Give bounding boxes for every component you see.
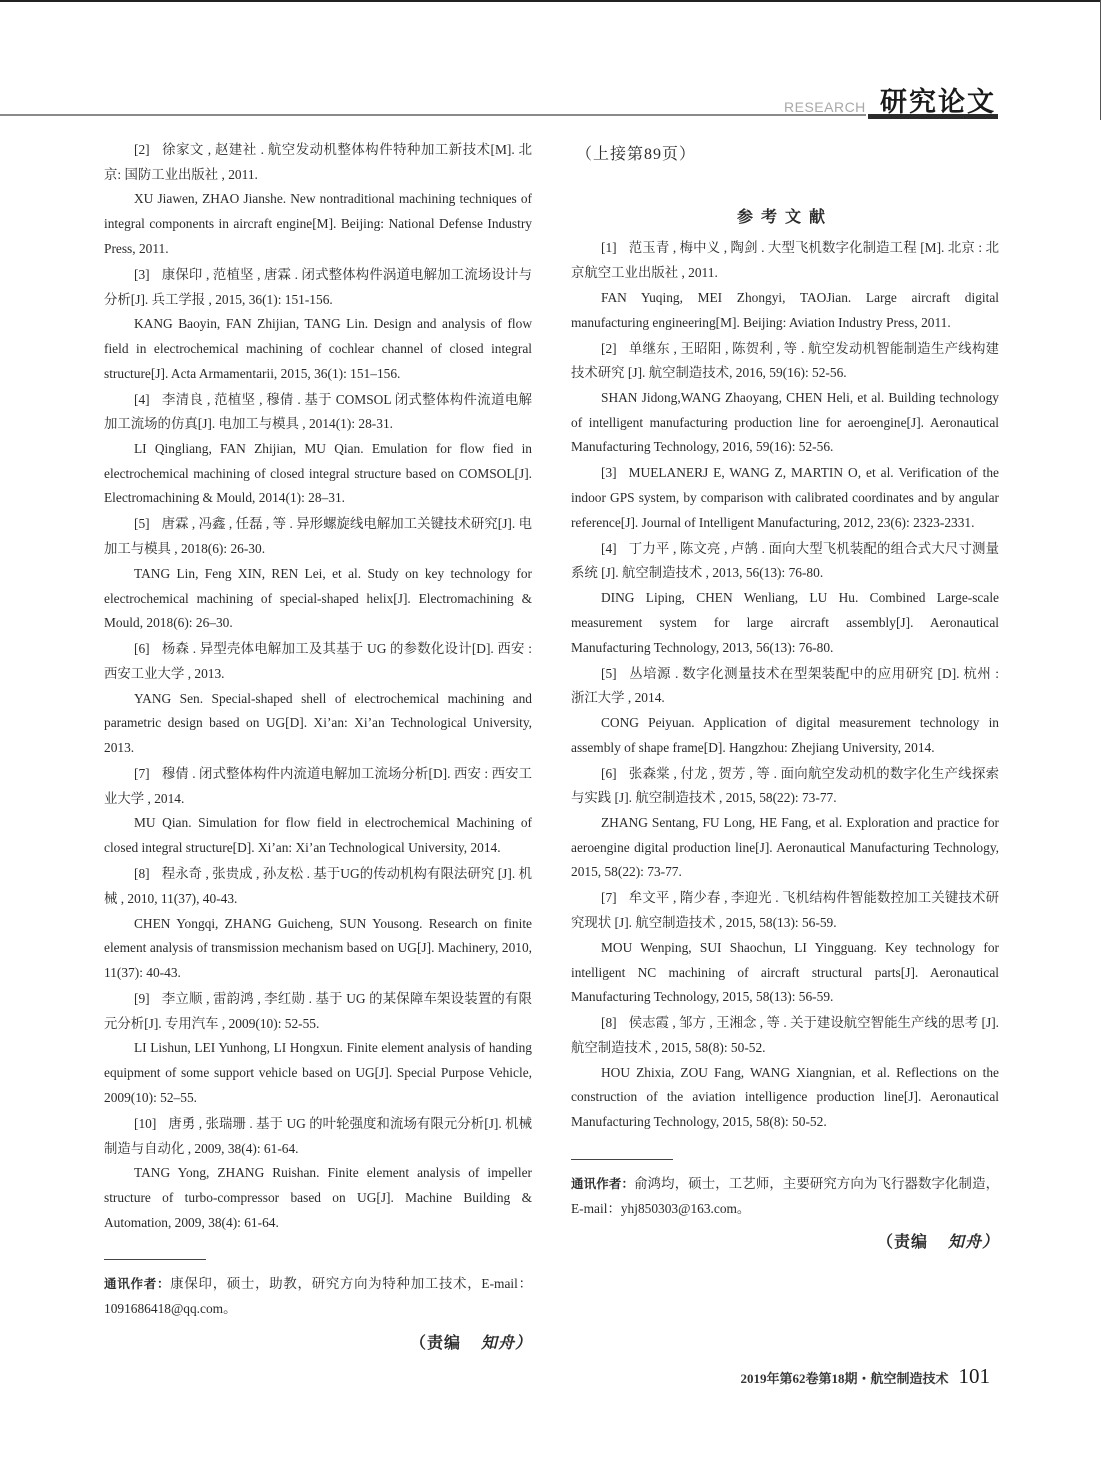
reference-text-cn: 丁力平 , 陈文亮 , 卢鹄 . 面向大型飞机装配的组合式大尺寸测量系统 [J]. 航空制造技术 , 2013, 56(13): 76-80. [571, 540, 999, 581]
corresponding-author-text: 俞鸿均，硕士，工艺师，主要研究方向为飞行器数字化制造，E-mail：yhj850303@163.com。 [571, 1175, 999, 1216]
reference-item [104, 637, 532, 761]
reference-chinese [571, 337, 999, 386]
reference-item [571, 762, 999, 886]
reference-english [104, 437, 532, 511]
right-column [571, 138, 999, 1256]
research-label: RESEARCH [784, 99, 866, 115]
reference-text-cn: 杨森 . 异型壳体电解加工及其基于 UG 的参数化设计[D]. 西安 : 西安工业大学 , 2013. [104, 641, 532, 681]
reference-number: [7] [134, 766, 150, 782]
section-title: 研究论文 [880, 87, 996, 118]
reference-english [571, 711, 999, 760]
reference-english [104, 187, 532, 261]
reference-number: [4] [601, 540, 617, 556]
reference-english [571, 386, 999, 460]
reference-item [104, 263, 532, 387]
reference-chinese [571, 886, 999, 935]
reference-chinese [104, 263, 532, 312]
reference-item [104, 987, 532, 1111]
reference-text-en: ZHANG Sentang, FU Long, HE Fang, et al. Exploration and practice for aeroengine digital production line[J]. Aeronautical Manufacturing Technology, 2015, 58(22): 73-77. [571, 815, 999, 880]
reference-text-en: HOU Zhixia, ZOU Fang, WANG Xiangnian, et al. Reflections on the construction of the aviation intelligence production line[J]. Aeronautical Manufacturing Technology, 2015, 58(8): 50-52. [571, 1064, 999, 1130]
reference-number: [9] [134, 990, 150, 1006]
reference-item [571, 662, 999, 761]
reference-chinese [104, 138, 532, 187]
corresponding-author-note [104, 1272, 532, 1321]
reference-english [571, 811, 999, 885]
editor-name: 知舟） [947, 1234, 999, 1252]
reference-english [104, 1161, 532, 1235]
reference-text-en: FAN Yuqing, MEI Zhongyi, TAOJian. Large aircraft digital manufacturing engineering[M]. Beijing: Aviation Industry Press, 2011. [571, 289, 999, 330]
reference-number: [8] [134, 866, 150, 882]
editor-label: （责编 [876, 1234, 928, 1252]
reference-number: [5] [601, 665, 617, 681]
editor-name: 知舟） [480, 1334, 532, 1352]
reference-number: [3] [134, 266, 150, 282]
reference-text-cn: 唐勇 , 张瑞珊 . 基于 UG 的叶轮强度和流场有限元分析[J]. 机械制造与自动化 , 2009, 38(4): 61-64. [104, 1115, 532, 1156]
reference-text-cn: 张森棠 , 付龙 , 贺芳 , 等 . 面向航空发动机的数字化生产线探索与实践 [J]. 航空制造技术 , 2015, 58(22): 73-77. [571, 765, 999, 806]
reference-text-en: DING Liping, CHEN Wenliang, LU Hu. Combined Large-scale measurement system for large aircraft assembly[J]. Aeronautical Manufacturing Technology, 2013, 56(13): 76-80. [571, 590, 999, 655]
footnote-divider [571, 1159, 673, 1160]
corresponding-author-note [571, 1172, 999, 1221]
editor-credit [104, 1332, 532, 1357]
reference-number: [1] [601, 240, 617, 256]
reference-text-cn: 单继东 , 王昭阳 , 陈贺利 , 等 . 航空发动机智能制造生产线构建技术研究 [J]. 航空制造技术, 2016, 59(16): 52-56. [571, 340, 999, 381]
reference-text-cn: 李立顺 , 雷韵鸿 , 李红勋 . 基于 UG 的某保障车架设装置的有限元分析[J]. 专用汽车 , 2009(10): 52-55. [104, 990, 532, 1031]
reference-item [104, 762, 532, 861]
reference-chinese [571, 1011, 999, 1060]
reference-text-en: CONG Peiyuan. Application of digital measurement technology in assembly of shape frame[D]. Hangzhou: Zhejiang University, 2014. [571, 714, 999, 755]
reference-english [104, 811, 532, 860]
reference-number: [2] [134, 142, 150, 157]
reference-number: [5] [134, 516, 150, 532]
right-border [1100, 0, 1101, 120]
corresponding-author-text: 康保印，硕士，助教，研究方向为特种加工技术，E-mail：1091686418@qq.com。 [104, 1276, 532, 1317]
reference-text-en: MU Qian. Simulation for flow field in electrochemical Machining of closed integral structure[D]. Xi’an: Xi’an Technological University, 2014. [104, 815, 532, 856]
reference-number: [3] [601, 465, 617, 481]
reference-number: [10] [134, 1115, 157, 1131]
reference-chinese [571, 662, 999, 711]
continued-from-note: （上接第89页） [576, 146, 697, 163]
reference-text-cn: 徐家文 , 赵建社 . 航空发动机整体构件特种加工新技术[M]. 北京: 国防工业出版社 , 2011. [104, 142, 532, 182]
reference-text-en: TANG Yong, ZHANG Ruishan. Finite element analysis of impeller structure of turbo-compressor based on UG[J]. Machine Building & Automation, 2009, 38(4): 61-64. [104, 1165, 532, 1230]
reference-item [571, 886, 999, 1010]
reference-item [571, 337, 999, 461]
corresponding-author-label: 通讯作者： [571, 1175, 635, 1191]
reference-chinese [104, 862, 532, 911]
left-reference-list [104, 138, 532, 1235]
reference-text-cn: 牟文平 , 隋少春 , 李迎光 . 飞机结构件智能数控加工关键技术研究现状 [J]. 航空制造技术 , 2015, 58(13): 56-59. [571, 890, 999, 931]
reference-english [104, 687, 532, 761]
journal-issue: 2019年第62卷第18期・航空制造技术 [740, 1371, 949, 1386]
reference-item [571, 1011, 999, 1135]
reference-number: [8] [601, 1015, 617, 1031]
reference-text-cn: 李清良 , 范植坚 , 穆倩 . 基于 COMSOL 闭式整体构件流道电解加工流场的仿真[J]. 电加工与模具 , 2014(1): 28-31. [104, 391, 532, 432]
reference-item [571, 236, 999, 335]
reference-chinese [571, 537, 999, 586]
reference-item [571, 537, 999, 661]
page-footer [740, 1364, 990, 1389]
header-rule [0, 114, 866, 116]
reference-chinese [104, 637, 532, 686]
reference-text-en: MOU Wenping, SUI Shaochun, LI Yingguang. Key technology for intelligent NC machining of aircraft structural parts[J]. Aeronautical Manufacturing Technology, 2015, 58(13): 56-59. [571, 939, 999, 1005]
reference-item [104, 512, 532, 636]
right-reference-list [571, 236, 999, 1134]
reference-english [104, 912, 532, 986]
reference-text-cn: 丛培源 . 数字化测量技术在型架装配中的应用研究 [D]. 杭州 : 浙江大学 , 2014. [571, 665, 999, 706]
reference-number: [7] [601, 890, 617, 906]
editor-credit [571, 1231, 999, 1256]
reference-item [571, 461, 999, 535]
reference-english [571, 936, 999, 1010]
reference-text-en: TANG Lin, Feng XIN, REN Lei, et al. Study on key technology for electrochemical machining of special-shaped helix[J]. Electromachining & Mould, 2018(6): 26–30. [104, 565, 532, 631]
reference-text-en: CHEN Yongqi, ZHANG Guicheng, SUN Yousong. Research on finite element analysis of transmission mechanism based on UG[J]. Machinery, 2010, 11(37): 40-43. [104, 915, 532, 980]
left-column [104, 138, 532, 1356]
footnote-divider [104, 1259, 206, 1260]
page-number: 101 [958, 1364, 990, 1388]
top-border [0, 0, 1100, 2]
reference-text-cn: 程永奇 , 张贵成 , 孙友松 . 基于UG的传动机构有限法研究 [J]. 机械 , 2010, 11(37), 40-43. [104, 866, 532, 906]
reference-english [104, 312, 532, 386]
reference-number: [6] [601, 765, 617, 781]
reference-text-cn: 唐霖 , 冯鑫 , 任磊 , 等 . 异形螺旋线电解加工关键技术研究[J]. 电加工与模具 , 2018(6): 26-30. [104, 516, 532, 557]
references-heading: 参考文献 [736, 208, 833, 226]
reference-text-en: KANG Baoyin, FAN Zhijian, TANG Lin. Design and analysis of flow field in electrochemical machining of cochlear channel of closed integral structure[J]. Acta Armamentarii, 2015, 36(1): 151–156. [104, 316, 532, 381]
reference-text-en: LI Lishun, LEI Yunhong, LI Hongxun. Finite element analysis of handing equipment of some support vehicle based on UG[J]. Special Purpose Vehicle, 2009(10): 52–55. [104, 1040, 532, 1105]
corresponding-author-label: 通讯作者： [104, 1276, 171, 1292]
reference-english [104, 562, 532, 636]
reference-text-cn: 康保印 , 范植坚 , 唐霖 . 闭式整体构件涡道电解加工流场设计与分析[J]. 兵工学报 , 2015, 36(1): 151-156. [104, 266, 532, 307]
reference-chinese [104, 1112, 532, 1161]
reference-text-cn: 侯志霞 , 邹方 , 王湘念 , 等 . 关于建设航空智能生产线的思考 [J]. 航空制造技术 , 2015, 58(8): 50-52. [571, 1015, 999, 1055]
reference-text-en: LI Qingliang, FAN Zhijian, MU Qian. Emulation for flow fied in electrochemical machining of closed integral structure based on COMSOL[J]. Electromachining & Mould, 2014(1): 28–31. [104, 441, 532, 506]
reference-item [104, 1112, 532, 1236]
reference-chinese [104, 388, 532, 437]
reference-item [104, 388, 532, 512]
reference-chinese [104, 762, 532, 811]
reference-english [571, 1061, 999, 1135]
reference-number: [2] [601, 340, 617, 356]
reference-text-en: XU Jiawen, ZHAO Jianshe. New nontraditional machining techniques of integral components in aircraft engine[M]. Beijing: National Defense Industry Press, 2011. [104, 191, 532, 256]
editor-label: （责编 [409, 1334, 461, 1352]
reference-text-cn: 范玉青 , 梅中义 , 陶剑 . 大型飞机数字化制造工程 [M]. 北京 : 北京航空工业出版社 , 2011. [571, 240, 999, 281]
reference-chinese [104, 987, 532, 1036]
reference-chinese [571, 236, 999, 285]
reference-text-en: MUELANERJ E, WANG Z, MARTIN O, et al. Verification of the indoor GPS system, by comparison with calibrated coordinates and by angular reference[J]. Journal of Intelligent Manufacturing, 2012, 23(6): 2323-2331. [571, 465, 999, 530]
reference-text-en: SHAN Jidong,WANG Zhaoyang, CHEN Heli, et al. Building technology of intelligent manufacturing production line for aeroengine[J]. Aeronautical Manufacturing Technology, 2016, 59(16): 52-56. [571, 389, 999, 455]
reference-text-cn: 穆倩 . 闭式整体构件内流道电解加工流场分析[D]. 西安 : 西安工业大学 , 2014. [104, 766, 532, 806]
reference-english [104, 1036, 532, 1110]
reference-english [571, 586, 999, 660]
reference-text-en: YANG Sen. Special-shaped shell of electrochemical machining and parametric design based on UG[D]. Xi’an: Xi’an Technological University, 2013. [104, 690, 532, 756]
reference-number: [4] [134, 391, 150, 407]
reference-item [104, 138, 532, 262]
reference-english [571, 286, 999, 335]
reference-chinese [571, 762, 999, 811]
reference-number: [6] [134, 641, 150, 657]
reference-chinese [104, 512, 532, 561]
reference-english [571, 461, 999, 535]
reference-item [104, 862, 532, 986]
